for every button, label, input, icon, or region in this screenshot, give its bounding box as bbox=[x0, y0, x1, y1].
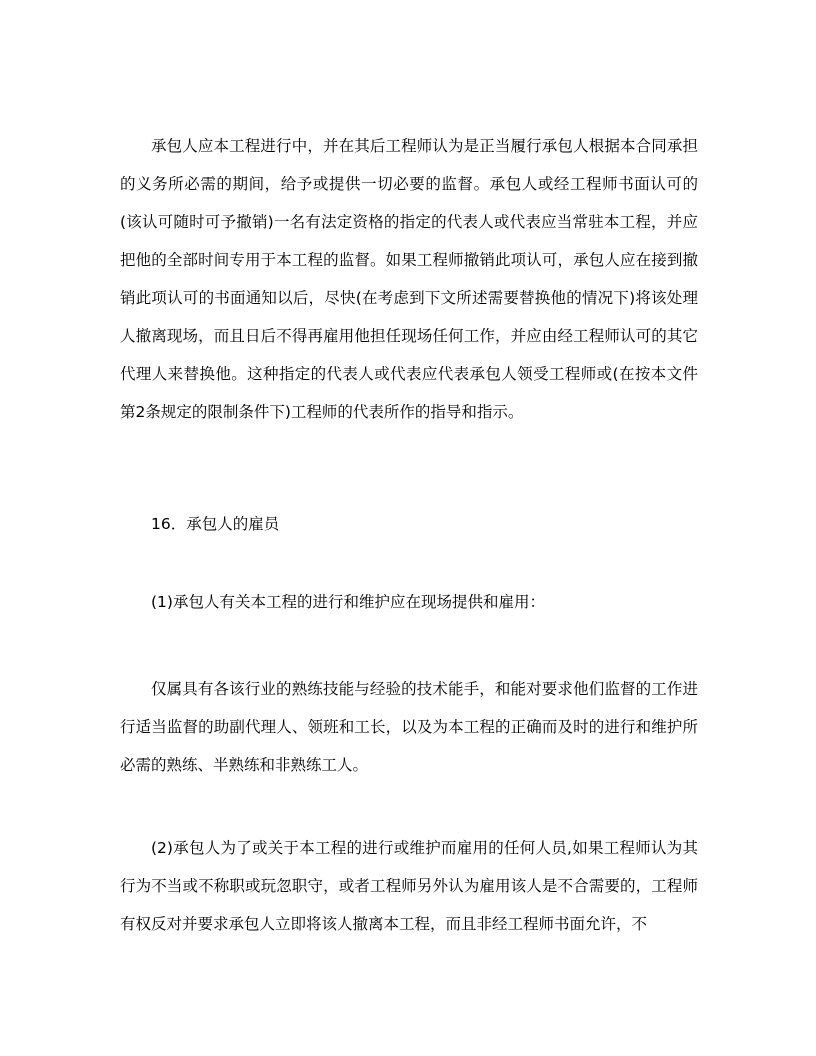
paragraph-contractor-supervision: 承包人应本工程进行中，并在其后工程师认为是正当履行承包人根据本合同承担的义务所必需的期间，给予或提供一切必要的监督。承包人或经工程师书面认可的(该认可随时可予撤销)一名有法定资格的指定的代表人或代表应当常驻本工程，并应把他的全部时间专用于本工程的监督。如果工程师撤销此项认可，承包人应在接到撤销此项认可的书面通知以后，尽快(在考虑到下文所述需要替换他的情况下)将该处理人撤离现场，而且日后不得再雇用他担任现场任何工作，并应由经工程师认可的其它代理人来替换他。这种指定的代表人或代表应代表承包人领受工程师或(在按本文件第2条规定的限制条件下)工程师的代表所作的指导和指示。 bbox=[120, 137, 698, 421]
paragraph-skilled-workers: 仅属具有各该行业的熟练技能与经验的技术能手，和能对要求他们监督的工作进行适当监督的助副代理人、领班和工长，以及为本工程的正确而及时的进行和维护所必需的熟练、半熟练和非熟练工人。 bbox=[120, 680, 698, 774]
section-heading-contractor-employees: 16．承包人的雇员 bbox=[151, 515, 280, 533]
paragraph-clause-2: (2)承包人为了或关于本工程的进行或维护而雇用的任何人员,如果工程师认为其行为不当或不称职或玩忽职守，或者工程师另外认为雇用该人是不合需要的，工程师有权反对并要求承包人立即将该人撤离本工程，而且非经工程师书面允许，不 bbox=[120, 839, 698, 933]
paragraph-clause-1: (1)承包人有关本工程的进行和维护应在现场提供和雇用： bbox=[151, 593, 545, 611]
